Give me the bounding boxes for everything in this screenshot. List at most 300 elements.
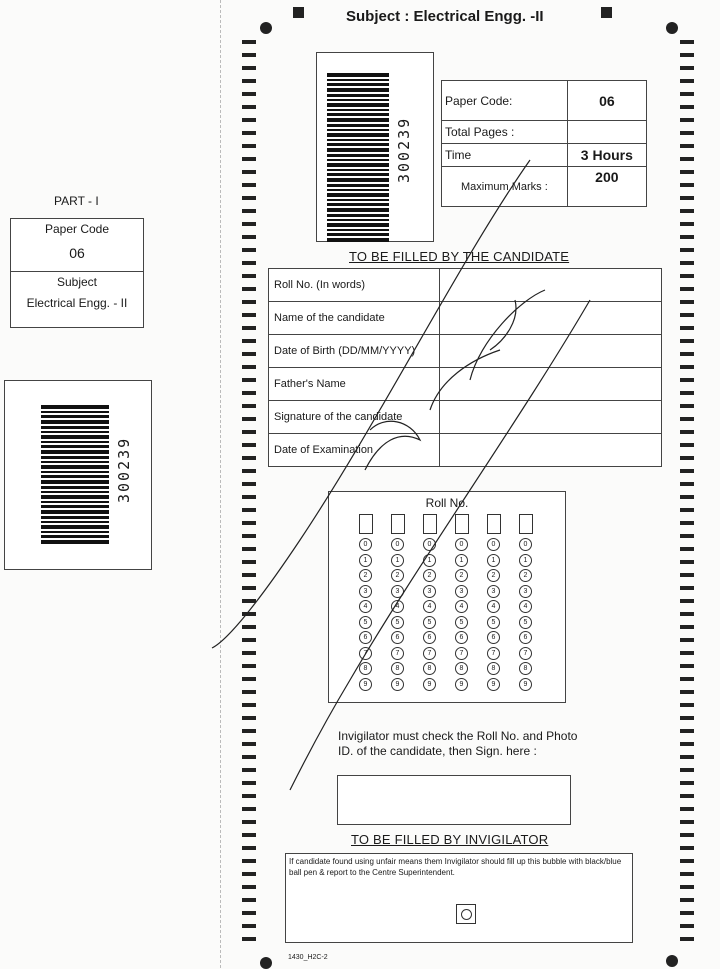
barcode-bar <box>41 415 109 418</box>
candidate-field-label: Father's Name <box>269 368 440 401</box>
barcode-bar <box>41 435 109 439</box>
roll-digit-bubble[interactable]: 3 <box>423 585 436 598</box>
barcode-bars <box>41 405 109 546</box>
barcode-bar <box>41 450 109 454</box>
timing-mark <box>242 820 256 824</box>
total-pages-value[interactable] <box>567 121 646 144</box>
barcode-bar <box>327 73 389 77</box>
timing-mark <box>680 625 694 629</box>
barcode-bar <box>41 540 109 544</box>
timing-mark <box>242 638 256 642</box>
registration-square <box>293 7 304 18</box>
barcode-bar <box>327 118 389 122</box>
timing-mark <box>242 92 256 96</box>
candidate-field-entry[interactable] <box>440 434 662 467</box>
barcode-bar <box>327 109 389 111</box>
timing-mark <box>680 937 694 941</box>
roll-digit-bubble[interactable]: 7 <box>391 647 404 660</box>
timing-mark <box>242 469 256 473</box>
roll-digit-bubble[interactable]: 9 <box>519 678 532 691</box>
timing-mark <box>680 339 694 343</box>
timing-mark <box>680 755 694 759</box>
timing-mark <box>242 196 256 200</box>
timing-mark <box>680 820 694 824</box>
barcode-bar <box>327 219 389 221</box>
timing-mark <box>242 365 256 369</box>
timing-mark <box>242 612 256 616</box>
total-pages-label: Total Pages : <box>442 121 568 144</box>
timing-mark <box>680 456 694 460</box>
roll-digit-bubble[interactable]: 7 <box>423 647 436 660</box>
barcode-bar <box>327 184 389 187</box>
barcode-bar <box>327 173 389 176</box>
invigilator-signature-box[interactable] <box>337 775 571 825</box>
timing-mark <box>680 248 694 252</box>
roll-digit-bubble[interactable]: 6 <box>455 631 468 644</box>
timing-mark <box>680 378 694 382</box>
roll-digit-bubble[interactable]: 0 <box>455 538 468 551</box>
roll-digit-bubble[interactable]: 8 <box>391 662 404 675</box>
timing-mark <box>680 794 694 798</box>
invigilator-section-heading: TO BE FILLED BY INVIGILATOR <box>351 832 549 847</box>
timing-mark <box>242 677 256 681</box>
timing-mark <box>680 859 694 863</box>
barcode-bar <box>327 233 389 236</box>
timing-mark <box>242 703 256 707</box>
timing-mark <box>242 690 256 694</box>
roll-digit-bubble[interactable]: 2 <box>487 569 500 582</box>
barcode-bar <box>327 83 389 86</box>
timing-mark <box>242 118 256 122</box>
barcode-bar <box>327 169 389 171</box>
timing-mark <box>680 911 694 915</box>
barcode-bar <box>327 238 389 242</box>
roll-digit-bubble[interactable]: 6 <box>359 631 372 644</box>
barcode-bar <box>41 431 109 433</box>
roll-digit-bubble[interactable]: 3 <box>487 585 500 598</box>
timing-mark <box>242 183 256 187</box>
roll-digit-bubble[interactable]: 7 <box>487 647 500 660</box>
timing-mark <box>242 716 256 720</box>
roll-digit-bubble[interactable]: 2 <box>455 569 468 582</box>
barcode-bar <box>327 163 389 167</box>
barcode-bar <box>41 521 109 523</box>
roll-digit-box[interactable] <box>423 514 437 534</box>
candidate-field-label: Date of Examination <box>269 434 440 467</box>
barcode-bar <box>327 103 389 107</box>
roll-digit-bubble[interactable]: 8 <box>423 662 436 675</box>
time-label: Time <box>442 144 568 167</box>
timing-mark <box>680 872 694 876</box>
timing-mark <box>680 703 694 707</box>
timing-mark <box>680 690 694 694</box>
timing-mark <box>680 833 694 837</box>
timing-mark <box>680 66 694 70</box>
timing-mark <box>242 586 256 590</box>
timing-mark <box>242 261 256 265</box>
candidate-field-entry[interactable] <box>440 368 662 401</box>
timing-mark <box>242 66 256 70</box>
barcode-bar <box>41 535 109 538</box>
timing-mark <box>242 651 256 655</box>
timing-mark <box>680 898 694 902</box>
invigilator-instruction: Invigilator must check the Roll No. and Photo ID. of the candidate, then Sign. here : <box>338 729 578 758</box>
timing-mark <box>680 170 694 174</box>
barcode-bar <box>41 501 109 503</box>
timing-mark <box>680 443 694 447</box>
candidate-field-label: Signature of the candidate <box>269 401 440 434</box>
barcode-bar <box>327 208 389 212</box>
roll-digit-bubble[interactable]: 6 <box>519 631 532 644</box>
roll-digit-bubble[interactable]: 6 <box>423 631 436 644</box>
roll-digit-bubble[interactable]: 3 <box>455 585 468 598</box>
max-marks-value: 200 <box>567 167 646 207</box>
timing-mark <box>242 391 256 395</box>
form-code: 1430_H2C-2 <box>288 954 328 961</box>
timing-mark <box>680 482 694 486</box>
stub-paper-code-label: Paper Code <box>44 222 110 236</box>
barcode-bar <box>41 495 109 499</box>
timing-mark <box>242 222 256 226</box>
stub-barcode <box>4 380 152 570</box>
roll-digit-bubble[interactable]: 8 <box>359 662 372 675</box>
roll-digit-box[interactable] <box>455 514 469 534</box>
stub-info-box <box>10 218 144 328</box>
roll-digit-bubble[interactable]: 1 <box>423 554 436 567</box>
timing-track-left <box>242 0 258 968</box>
roll-digit-bubble[interactable]: 5 <box>423 616 436 629</box>
timing-mark <box>242 547 256 551</box>
unfair-means-note: If candidate found using unfair means them Invigilator should fill up this bubble with black/blue ball pen & report to the Centre Superintendent. <box>289 857 622 877</box>
roll-digit-bubble[interactable]: 7 <box>359 647 372 660</box>
barcode-bar <box>327 94 389 97</box>
timing-mark <box>242 742 256 746</box>
roll-digit-bubble[interactable]: 6 <box>391 631 404 644</box>
timing-mark <box>680 404 694 408</box>
timing-mark <box>680 768 694 772</box>
max-marks-label: Maximum Marks : <box>442 167 568 207</box>
roll-digit-bubble[interactable]: 0 <box>487 538 500 551</box>
barcode-bar <box>41 486 109 489</box>
roll-digit-bubble[interactable]: 9 <box>359 678 372 691</box>
candidate-field-entry[interactable] <box>440 302 662 335</box>
barcode-bar <box>327 214 389 217</box>
roll-digit-bubble[interactable]: 1 <box>487 554 500 567</box>
timing-mark <box>680 196 694 200</box>
timing-mark <box>242 287 256 291</box>
timing-mark <box>680 222 694 226</box>
barcode-bar <box>41 441 109 443</box>
barcode-bar <box>41 405 109 409</box>
candidate-row <box>269 335 662 368</box>
roll-digit-bubble[interactable]: 7 <box>455 647 468 660</box>
barcode-bar <box>327 193 389 197</box>
candidate-field-label: Date of Birth (DD/MM/YYYY) <box>269 335 440 368</box>
timing-mark <box>242 768 256 772</box>
roll-digit-bubble[interactable]: 4 <box>423 600 436 613</box>
timing-mark <box>242 326 256 330</box>
timing-mark <box>680 521 694 525</box>
registration-dot <box>260 957 272 969</box>
barcode-bars <box>327 73 389 244</box>
barcode-bar <box>41 445 109 448</box>
timing-mark <box>242 339 256 343</box>
timing-mark <box>242 404 256 408</box>
timing-mark <box>680 326 694 330</box>
roll-digit-bubble[interactable]: 8 <box>455 662 468 675</box>
barcode-bar <box>41 465 109 469</box>
candidate-section-heading: TO BE FILLED BY THE CANDIDATE <box>349 249 570 264</box>
timing-mark <box>680 651 694 655</box>
timing-mark <box>242 378 256 382</box>
roll-digit-bubble[interactable]: 2 <box>391 569 404 582</box>
stub-subject-label: Subject <box>56 275 98 289</box>
roll-digit-bubble[interactable]: 9 <box>391 678 404 691</box>
timing-mark <box>680 729 694 733</box>
barcode-bar <box>327 229 389 231</box>
timing-mark <box>680 508 694 512</box>
timing-mark <box>242 105 256 109</box>
barcode-bar <box>41 505 109 508</box>
timing-mark <box>242 755 256 759</box>
timing-mark <box>242 40 256 44</box>
timing-mark <box>242 560 256 564</box>
timing-mark <box>242 495 256 499</box>
barcode-bar <box>327 154 389 157</box>
timing-mark <box>680 157 694 161</box>
registration-square <box>601 7 612 18</box>
main-barcode <box>316 52 434 242</box>
roll-digit-bubble[interactable]: 0 <box>423 538 436 551</box>
barcode-bar <box>327 203 389 206</box>
timing-mark <box>680 612 694 616</box>
timing-mark <box>242 898 256 902</box>
timing-mark <box>242 313 256 317</box>
timing-mark <box>242 248 256 252</box>
barcode-bar <box>41 525 109 529</box>
barcode-bar <box>327 159 389 161</box>
roll-digit-box[interactable] <box>487 514 501 534</box>
roll-digit-bubble[interactable]: 4 <box>455 600 468 613</box>
candidate-row <box>269 269 662 302</box>
timing-mark <box>242 209 256 213</box>
roll-digit-bubble[interactable]: 5 <box>487 616 500 629</box>
timing-mark <box>680 183 694 187</box>
barcode-bar <box>327 113 389 116</box>
candidate-field-label: Roll No. (In words) <box>269 269 440 302</box>
roll-digit-bubble[interactable]: 2 <box>359 569 372 582</box>
timing-mark <box>242 534 256 538</box>
timing-mark <box>242 625 256 629</box>
candidate-field-entry[interactable] <box>440 269 662 302</box>
paper-code-label: Paper Code: <box>442 81 568 121</box>
barcode-bar <box>41 510 109 514</box>
timing-mark <box>680 638 694 642</box>
timing-mark <box>242 131 256 135</box>
roll-digit-bubble[interactable]: 4 <box>359 600 372 613</box>
barcode-bar <box>41 480 109 484</box>
timing-mark <box>680 313 694 317</box>
barcode-bar <box>327 124 389 127</box>
paper-code-value: 06 <box>567 81 646 121</box>
barcode-bar <box>41 531 109 533</box>
roll-digit-bubble[interactable]: 5 <box>519 616 532 629</box>
timing-mark <box>242 599 256 603</box>
timing-mark <box>680 807 694 811</box>
unfair-means-box <box>285 853 633 943</box>
roll-digit-bubble[interactable]: 0 <box>519 538 532 551</box>
candidate-field-label: Name of the candidate <box>269 302 440 335</box>
timing-mark <box>680 664 694 668</box>
barcode-bar <box>41 461 109 463</box>
unfair-means-bubble[interactable] <box>456 904 476 924</box>
barcode-bar <box>327 133 389 137</box>
timing-mark <box>242 352 256 356</box>
barcode-bar <box>327 148 389 152</box>
registration-dot <box>260 22 272 34</box>
timing-mark <box>242 170 256 174</box>
timing-mark <box>242 430 256 434</box>
timing-mark <box>680 573 694 577</box>
stub-barcode-number: 300239 <box>115 436 133 503</box>
roll-digit-bubble[interactable]: 1 <box>519 554 532 567</box>
timing-mark <box>242 729 256 733</box>
timing-mark <box>680 716 694 720</box>
roll-digit-bubble[interactable]: 0 <box>359 538 372 551</box>
timing-mark <box>242 157 256 161</box>
timing-mark <box>242 846 256 850</box>
registration-dot <box>666 22 678 34</box>
timing-mark <box>680 430 694 434</box>
roll-digit-bubble[interactable]: 4 <box>391 600 404 613</box>
roll-digit-bubble[interactable]: 4 <box>519 600 532 613</box>
barcode-bar <box>327 143 389 146</box>
timing-mark <box>242 235 256 239</box>
barcode-bar <box>41 475 109 478</box>
timing-mark <box>242 521 256 525</box>
barcode-bar <box>41 471 109 473</box>
roll-digit-bubble[interactable]: 2 <box>423 569 436 582</box>
timing-mark <box>680 144 694 148</box>
time-value: 3 Hours <box>567 144 646 167</box>
timing-mark <box>680 586 694 590</box>
timing-mark <box>242 573 256 577</box>
roll-digit-bubble[interactable]: 3 <box>519 585 532 598</box>
candidate-field-entry[interactable] <box>440 401 662 434</box>
timing-mark <box>680 287 694 291</box>
barcode-bar <box>41 426 109 429</box>
paper-info-table <box>441 80 647 207</box>
timing-mark <box>242 833 256 837</box>
timing-mark <box>680 547 694 551</box>
roll-digit-bubble[interactable]: 8 <box>519 662 532 675</box>
timing-mark <box>242 443 256 447</box>
timing-mark <box>242 664 256 668</box>
roll-digit-bubble[interactable]: 3 <box>391 585 404 598</box>
timing-mark <box>680 300 694 304</box>
roll-digit-bubble[interactable]: 7 <box>519 647 532 660</box>
candidate-row <box>269 401 662 434</box>
part-title: PART - I <box>54 194 99 208</box>
roll-digit-bubble[interactable]: 9 <box>455 678 468 691</box>
roll-digit-box[interactable] <box>359 514 373 534</box>
barcode-bar <box>327 189 389 191</box>
timing-mark <box>680 131 694 135</box>
roll-digit-bubble[interactable]: 9 <box>487 678 500 691</box>
candidate-row <box>269 434 662 467</box>
roll-digit-bubble[interactable]: 5 <box>455 616 468 629</box>
timing-mark <box>242 937 256 941</box>
roll-digit-bubble[interactable]: 5 <box>359 616 372 629</box>
timing-mark <box>242 79 256 83</box>
barcode-bar <box>41 411 109 413</box>
timing-mark <box>680 495 694 499</box>
timing-mark <box>242 53 256 57</box>
candidate-row <box>269 302 662 335</box>
main-barcode-number: 300239 <box>395 116 413 183</box>
candidate-details-table <box>268 268 662 467</box>
roll-digit-bubble[interactable]: 8 <box>487 662 500 675</box>
roll-digit-bubble[interactable]: 1 <box>455 554 468 567</box>
roll-digit-bubble[interactable]: 3 <box>359 585 372 598</box>
timing-mark <box>680 391 694 395</box>
roll-digit-bubble[interactable]: 9 <box>423 678 436 691</box>
roll-digit-bubble[interactable]: 5 <box>391 616 404 629</box>
timing-mark <box>680 209 694 213</box>
roll-digit-bubble[interactable]: 2 <box>519 569 532 582</box>
timing-mark <box>242 456 256 460</box>
timing-mark <box>242 274 256 278</box>
barcode-bar <box>327 139 389 141</box>
timing-mark <box>680 885 694 889</box>
timing-mark <box>242 924 256 928</box>
barcode-bar <box>41 420 109 424</box>
timing-mark <box>242 794 256 798</box>
timing-mark <box>680 79 694 83</box>
roll-digit-box[interactable] <box>391 514 405 534</box>
timing-track-right <box>680 0 696 968</box>
timing-mark <box>680 365 694 369</box>
roll-digit-bubble[interactable]: 6 <box>487 631 500 644</box>
timing-mark <box>680 560 694 564</box>
roll-digit-bubble[interactable]: 4 <box>487 600 500 613</box>
barcode-bar <box>41 456 109 459</box>
timing-mark <box>242 508 256 512</box>
roll-digit-bubble[interactable]: 1 <box>391 554 404 567</box>
timing-mark <box>680 118 694 122</box>
stub-subject-value: Electrical Engg. - II <box>26 296 128 310</box>
timing-mark <box>680 261 694 265</box>
timing-mark <box>680 469 694 473</box>
timing-mark <box>680 352 694 356</box>
timing-mark <box>242 885 256 889</box>
barcode-bar <box>41 516 109 519</box>
barcode-bar <box>327 99 389 101</box>
timing-mark <box>680 677 694 681</box>
timing-mark <box>680 40 694 44</box>
candidate-field-entry[interactable] <box>440 335 662 368</box>
roll-digit-bubble[interactable]: 1 <box>359 554 372 567</box>
roll-digit-bubble[interactable]: 0 <box>391 538 404 551</box>
subject-title: Subject : Electrical Engg. -II <box>346 8 544 25</box>
roll-digit-box[interactable] <box>519 514 533 534</box>
timing-mark <box>242 300 256 304</box>
barcode-bar <box>327 129 389 131</box>
timing-mark <box>242 859 256 863</box>
timing-mark <box>680 417 694 421</box>
timing-mark <box>680 534 694 538</box>
barcode-bar <box>327 79 389 81</box>
